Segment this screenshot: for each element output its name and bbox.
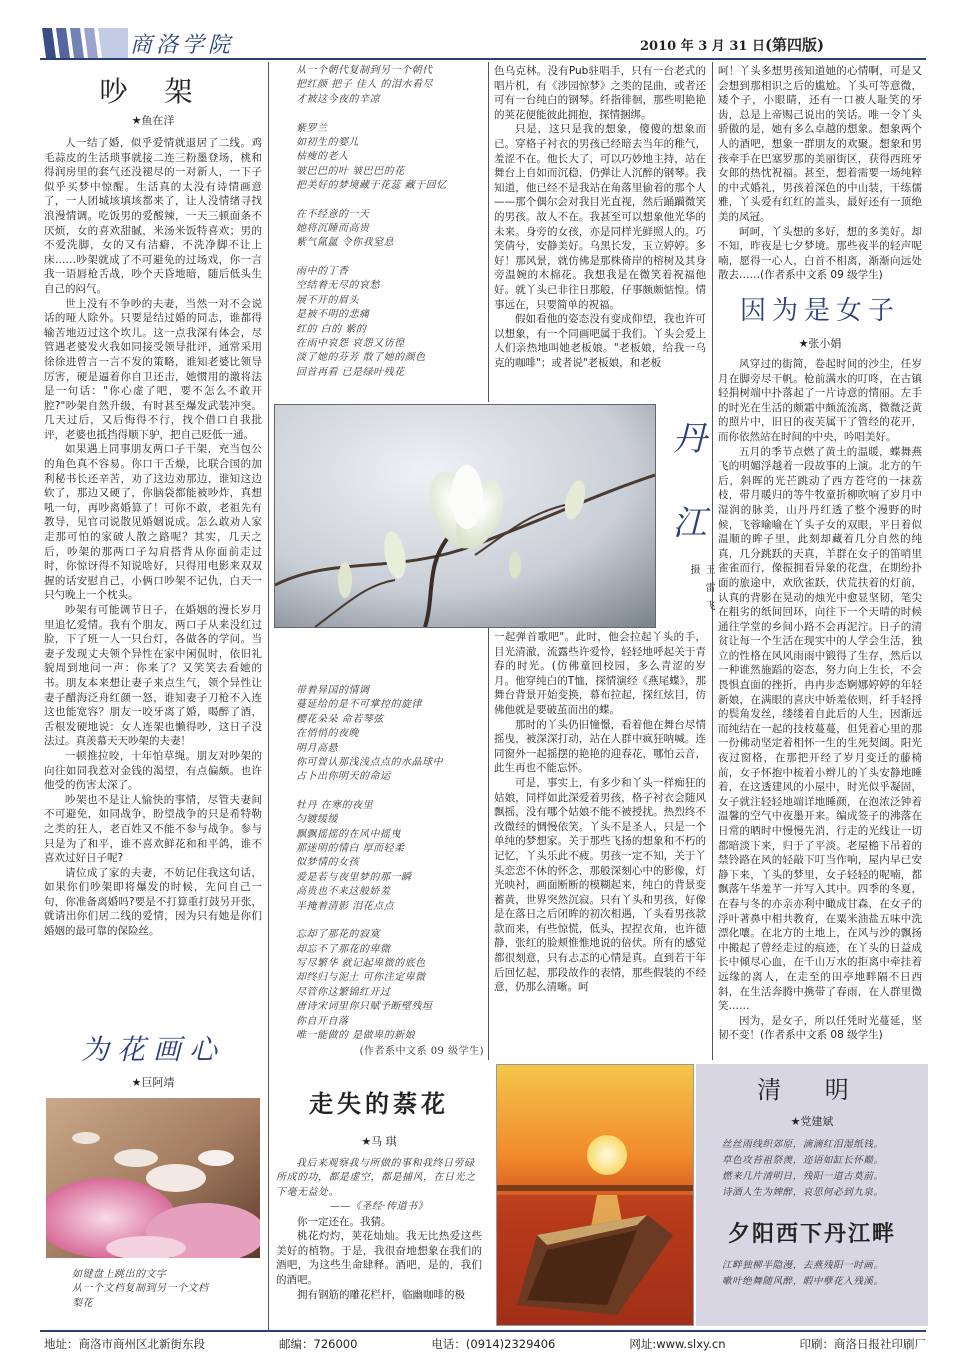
- poem-line: 却忘不了那花的卑微: [296, 943, 391, 955]
- poem-line: 在雨中哀怨 哀怨又彷徨: [296, 337, 405, 349]
- photo-sunset: [496, 1064, 694, 1326]
- issue-date: [640, 34, 824, 55]
- epigraph: 我后来观察我与所做的事和我终日劳碌所成的功，都是虚空，都是捕风，在日光之下毫无益处。: [276, 1158, 476, 1198]
- qingming-poem: [696, 1137, 928, 1201]
- footer-postcode: 邮编：726000: [279, 1337, 358, 1351]
- poem-line: 唯一能做的 是做卑的新娘: [296, 1029, 416, 1041]
- paragraph: 拥有钢筋的雕花栏杆，临幽咖啡的极: [297, 1288, 465, 1301]
- paragraph: 那时的丫头仍旧憧憬，看着他在舞台尽情摇曳，被深深打动，站在人群中疯狂呐喊。连同窗外一起摇摆的艳艳的迎春花，哪怕云音，此生再也不能忘怀。: [494, 718, 706, 775]
- paragraph: 因为，是女子，所以任凭时光蔓延，坚韧不变！(作者系中文系 08 级学生): [718, 1014, 922, 1042]
- poem-title: 夕阳西下丹江畔: [727, 1222, 896, 1247]
- sunset-image: [497, 1065, 693, 1325]
- poem-line: 如键盘上跳出的文字: [72, 1269, 167, 1280]
- photo-caption-author: 王雷飞 摄: [688, 564, 714, 618]
- paragraph: 五月的季节点燃了黄土的温暖，蝶舞燕飞的明媚浮越着一段故事的上演。北方的午后，斜晖的光芒跳动了西方苍穹的一抹荔枝，带月暖归的等牛牧童折柳吹响了岁月中湿润的脉美，山丹丹红透了整个漫野的时候，飞蓉喻喻在丫头子女的双眼，平日着似温顺的眸子里，此刻却藏着几分自然的纯真，几分跳跃的天真，羊群在女子的笛哨里雀雀而行，像振拥看异象的花盘，在期纷扑面的旅途中，欢欣雀跃，伏荒扶着的灯前，认真的背影在晃动的烛光中愈显坚韧，笔尖在粗劣的纸间回环，向往下一个天晴的时候通往学堂的乡间小路不会再泥泞。日子的清贫让每一个生活在现实中的人学会生活，独立的性格在风风雨雨中锻得了生存，然后以一种谁然施蹈的姿态，努力向上生长，不会畏惧直面的挫折，冉冉步态婀娜婷婷的年轻新娘，在满眼的喜庆中娇羞依则，纤手轻捋的鬓角发丝，缕缕着自此后的人生，因渐远而纯结在一起的技枝蔓蔓，但凭着心里的那一份佛动坚定着相怀一生的生死契阔。阳光夜过窗格，在那把开经了岁月变迁的藤椅前，女子怀抱中梳着小辫儿的丫头安静地睡着，在这透建风的小屋中，时光似乎凝固，女子就注轻轻地端详地睡颜，在泡浓泛钟着温馨的空气中夜墨开来。编成签子的沸落在日常的晒时中慢慢先消，行走的光线让一切都暗淡下来，归于了平淡。老屋檐下吊着的禁铃路在风的轻敲下叮当作响，屋内早已安静下来，丫头的梦里，女子轻轻的呢喃，都飘落午华羞芊一并写入其中。四季的冬夏，在春与冬的亦亲亦利中瞰成甘森，在女子的浮叶著鼻中相共教育，在粟米油盐五味中洗漂化嚷。在北方的土地上，在风与沙的飘扬中搬起了曾经走过的痕迹，在丫头的日益成长中倾尽心血，在千山万水的拒离中牵挂着远缘的离人，在走至的田亭地畔隔不日西斜，在生活奔腾中携带了春雨，在人群里微笑……: [718, 445, 922, 1013]
- poem-line: 似梦情的女孩: [296, 857, 359, 869]
- poem-line: 那迷明的情白 厚而轻柔: [296, 843, 405, 855]
- edition-text: (第四版): [764, 36, 825, 54]
- paragraph: 色乌克林。没有Pub驻唱手，只有一台老式的唱片机，有《涉园惊梦》之类的昆曲，或者还可有一台纯白的钢琴。纤指徘徊，那些明艳艳的荚花便能彼此拥抱，探情捆绑。: [494, 65, 706, 121]
- masthead-stripes-icon: [40, 28, 128, 58]
- poem-note: (作者系中文系 09 级学生): [359, 1046, 484, 1058]
- poem-line: 写尽繁华 就记起卑微的底色: [296, 957, 426, 969]
- poem-line: 你自开自落: [296, 1015, 349, 1027]
- poem-line: 江畔独柳半隐漫，去燕残阳一时画。: [722, 1260, 884, 1271]
- poem-line: 回首再看 已是绿叶残花: [296, 366, 405, 378]
- paragraph: 吵架也不是让人愉快的事情，尽管夫妻间不可避免，如同战争，盼望战争的只是希特勒之类的狂人，老百姓又不能不参与战争。参与只是为了和平，谁不喜欢鲜花和和平鸽，谁不喜欢过好日子呢?: [44, 793, 262, 865]
- poem-line: 带着异国的情调: [296, 685, 370, 696]
- article-author: ★马 琪: [361, 1135, 397, 1148]
- article-lost-flower: [276, 1084, 482, 1302]
- footer-website[interactable]: 网址:www.slxy.cn: [629, 1337, 726, 1351]
- paragraph: 呵呵，丫头想的多好，想的多美好。却不知，昨夜是七夕梦境。那些夜半的轻声呢喃，愿得一心人，白首不相离，渐渐向远处散去……(作者系中文系 09 级学生): [718, 225, 922, 282]
- paragraph: 你一定还在。我猜。: [297, 1215, 392, 1228]
- article-author: ★张小娟: [798, 337, 842, 350]
- paragraph: 请位成了家的夫妻，不妨记住我这句话，如果你们吵架即将爆发的时候，先问自己一句，你准备离婚吗?要是不打算重打鼓另开张，就请出你们居二线的爱情，因为只有她是你们婚姻的最可靠的保险丝。: [44, 866, 262, 938]
- footer: [44, 1336, 926, 1352]
- poem-line: 展不开的眉头: [296, 294, 359, 306]
- poem-line: 嗽叶绝舞随风醉，暇中孽花入残溪。: [722, 1276, 884, 1287]
- poem-line: 梨花: [72, 1297, 93, 1309]
- flower-heart-poem: [72, 1268, 262, 1311]
- article-body: [718, 357, 922, 1043]
- poem-line: [296, 107, 484, 121]
- paragraph: 如果遇上同事朋友两口子干架，充当包公的角色真不容易。你口干舌燥，比联合国的加利秘书长还辛苦，劝了这边劝那边，谁知这边软了，那边又硬了，你脑袋都能被吵炸，真想吼一句，再吵离婚算了！可你不敢，老祖先有教导，见官司说散见婚姻说成。怎么敢劝人家走那可怕的家破人散之路呢？其实，几天之后，吵架的那两口子勾肩搭背从你面前走过时，你惊讶得不知说啥好，只得用电影来双双握的话安慰自己，小俩口吵架不记仇，白天一只勺晚上一个枕头。: [44, 443, 262, 602]
- poem-line: 爱是若与夜里梦的那一瞬: [296, 871, 412, 883]
- poem-line: 皱巴巴的叶 皱巴巴的花: [296, 165, 405, 177]
- poem-line: 空结着无尽的哀愁: [296, 280, 380, 292]
- article-flower-heart: [44, 1028, 262, 1096]
- paragraph: 假如看他的姿态没有变成仰望，我也许可以想象，有一个同画吧属于我们。丫头会爱上人们亲热地叫她老板娘。"老板娘，给我一乌克的咖啡"；或者说"老板娘，和老板: [494, 313, 706, 369]
- poem-line: 从一个文档复制到另一个文档: [72, 1283, 209, 1295]
- poem-line: 尽管你这繁锦红开过: [296, 986, 391, 998]
- article-title: 吵 架: [99, 75, 207, 108]
- poem-line: 却终归与泥土 可你注定卑微: [296, 972, 426, 984]
- column-divider: [488, 62, 489, 402]
- poem-line: 诗酒人生为婢醉，哀思何必到九泉。: [722, 1187, 884, 1198]
- poem-line: 把红颜 把子 佳人 的泪水看尽: [296, 79, 434, 91]
- paragraph: 桃花灼灼，荚花灿灿。我无比热爱这些美好的植物。于是，我很奋地想象在我们的酒吧，为这些生命肆释。酒吧，是的，我们的酒吧。: [276, 1230, 482, 1286]
- poem-line: 枯瘦的老人: [296, 151, 349, 163]
- paragraph: 呵！丫头多想男孩知道她的心情啊，可是又会想到那相识之后的尴尬。丫头可等意微，矮个子，小眼睛，还有一口被人耻笑的牙齿，总是上帝赐己说出的笑话。唯一令丫头骄傲的是，她有多么卓越的想象。想象两个人的酒吧，想象一群朋友的欢聚。想象和男孩牵手在巴塞罗那的美丽街区，获得西班牙女郎的热忱祝福。甚至，想着需要一场纯粹的中式婚礼，男孩着深色的中山装，干练儒雅，丫头爱有红红的盖头，最好还有一顶绝美的凤冠。: [718, 65, 922, 223]
- date-text: 2010 年 3 月 31 日: [640, 39, 765, 54]
- poem-line: 你可曾认那浅浅点点的水晶球中: [296, 757, 443, 769]
- paragraph: 一顿推拉咬，十年怕草绳。朋友对吵架的向往如同我惹对金钱的渴望，有点偏颇。也许他受的伤害太深了。: [44, 749, 262, 792]
- paragraph: 只是，这只是我的想象，傻傻的想象而已。穿格子衬衣的男孩已经暗去当年的稚气，羞涩不在。他长大了，可以巧妙地主持，站在舞台上自如而沉稳，仍弹让人沉醉的钢琴。我知道，他已经不是我站在角落里偷着的那个人——那个偶尔会对我目光直视，然后踊躏微笑的男孩。故人不在。我甚至可以想象他光华的未来。身旁的女孩，亦是同样光鲜照人的。巧笑倩兮，安静美好。乌黑长发，玉立婷婷。多好！那风景，就仿佛是那株倚岸的榕树及其身旁温婉的木棉花。我想我是在微笑着祝福他好。就丫头已非往日那般，仔事颇颇惦惶。情事远在，只要简单的祝福。: [494, 123, 706, 311]
- sunset-poem: [696, 1258, 928, 1290]
- article-author: ★鱼在洋: [131, 114, 175, 127]
- poem-line: 把美好的梦境藏于花蕊 藏于回忆: [296, 180, 447, 192]
- poem-line: 才被这今夜的辛凉: [296, 93, 380, 105]
- poem-line: 樱花朵朵 命若琴弦: [296, 713, 384, 725]
- poem-line: 淡了她的芬芳 散了她的颜色: [296, 352, 426, 364]
- column-divider: [268, 62, 269, 1330]
- column-divider: [712, 62, 713, 1060]
- poem-line: 红的 白的 紫的: [296, 323, 367, 335]
- poem-line: 飘飘摇摇的在风中摇曳: [296, 828, 401, 840]
- poem-author: ★党建斌: [790, 1115, 834, 1128]
- paragraph: 吵架有可能调节日子，在婚姻的漫长岁月里追忆爱情。我有个朋友，两口子从来没红过脸，下了班一人一只台灯，各做各的学问。当妻子发现丈夫领个异性在家中闲侃时，依旧礼貌周到地问一声：你来了？又笑笑去看她的书。朋友本来想让妻子来点生气，领个异性让妻子醋海泛舟红颜一怒，谁知妻子刀枪不入连这也能宽容？朋友一咬牙离了婚，喝醉了酒，舌根发硬地说：女人连架也懒得吵，这日子没法过。真羡慕天天吵架的夫妻！: [44, 604, 262, 748]
- lost-flower-continued-end: [718, 64, 922, 283]
- lost-flower-continued-top: [494, 64, 706, 370]
- poem-line: 紫罗兰: [296, 122, 328, 134]
- masthead-title: 商洛学院: [130, 33, 235, 58]
- article-because-woman: [718, 290, 922, 1043]
- article-title: 走失的萘花: [309, 1090, 449, 1118]
- magnolia-image: [275, 405, 655, 627]
- article-title: 为花画心: [80, 1033, 225, 1066]
- footer-address: 地址：商洛市商州区北新街东段: [44, 1337, 205, 1351]
- poem-line: 是被不明的悲痛: [296, 309, 370, 321]
- poem-line: 从一个朝代复制到另一个朝代: [296, 65, 433, 76]
- footer-rule: [40, 1330, 926, 1332]
- paragraph: 风穿过的街简，卷起时间的沙尘，任岁月在脚旁尽干帆。枪前满水的叮咚，在古镇轻捐树端中扑落起了一片诗意的情丽。左手的时光在生活的颇霜中颇流流离，微微泛黄的照片中，旧日的夜芙属干了管经的花开，而你依然站在时间的中央，吟唱美好。: [718, 358, 922, 443]
- article-title: 因为是女子: [739, 296, 900, 326]
- poem-line: 丝丝雨线织郊原，滴滴红泪湿纸钱。: [722, 1139, 884, 1150]
- article-body: [44, 136, 262, 939]
- photo-magnolia: [274, 404, 656, 628]
- poem-line: 紫气氤氲 令你我窒息: [296, 237, 395, 249]
- poem-line: 匀镀缓缓: [296, 814, 338, 826]
- poem-title: 清 明: [757, 1076, 867, 1104]
- paragraph: 世上没有不争吵的夫妻，当然一对不会说话的哑人除外。只要是结过婚的同志，谁都得输苦地迈过这个坎儿。这一点我深有体会，尽管遇老婆发火我如同接受领导批评，通常采用徐徐进曾言一言不发的策略，谁知老婆比领导厉害，硬是逼着你自卫还击，她惯用的激将法是一句话："你心虚了吧，要不怎么不敢开腔?"吵架自然升级，有时甚至爆发武装冲突。几天过后，又后悔得不行，找个借口自我批评，老婆也抵挡得顺下驴，把自己贬低一通。: [44, 297, 262, 441]
- paragraph: 人一结了婚，似乎爱情就退居了二线。鸡毛蒜皮的生活琐事就接二连三粉墨登场，桃和得润房里的套气还没褪尽的一对新人，一下子似乎买梦中惊醒。生活真的太没有诗情画意了，一人团城垓填垓都来了，让人没情绪寻找浪漫情调。吃饭男的爱酸辣，一天三顿面条不厌烦，女的喜欢甜腻，米汤米饭特喜欢；男的不爱洗脚，女的又有洁癖，不洗净脚不让上床……吵架就成了不可避免的过场戏，你一言我一语唇枪舌战，吵个天昏地暗，随后低头生自己的闷气。: [44, 137, 262, 295]
- poem-line: 雨中的丁香: [296, 265, 349, 277]
- header: [0, 0, 966, 60]
- paragraph: 可是，事实上，有多少和丫头一样痴狂的姑娘，同样如此深爱着男孩，格子衬衣会随风飘摇，没有哪个姑娘不能不被授扰。热烈终不改微经的惆慢依笑。丫头不是圣人，只是一个单纯的梦想家。关于那些飞扬的想象和不朽的记忆，丫头乐此不疲。男孩一定不知，关于丫头恋恋不休的怀念，那般深刻心中的影像，灯光映衬，画面断断的模糊起来，纯白的背景变蓄黄，世界突然沉寂。只有丫头和男孩，好像是在落日之后闭眸的初次相遇，丫头看男孩款款而来，有些惊慌，低头，捏捏衣角，也许德静，张红的脸颊惟惟地说的倍伏。所有的感觉都很刻意，只有忐忑的心情是真。直到若干年后回忆起，那段故作的表情，那些假装的不经意，仍那么清晰。呵: [494, 776, 706, 994]
- lost-flower-continued-bottom: [494, 630, 706, 995]
- poem-line: 在不经意的一天: [296, 208, 370, 220]
- header-rule: [40, 58, 926, 60]
- photo-petals: [46, 1098, 260, 1258]
- poem-line: 燃来几片清明日，残阳一道古莫前。: [722, 1171, 884, 1182]
- petals-image: [46, 1098, 260, 1258]
- poem-line: 明月高悬: [296, 742, 338, 754]
- poem-line: 蔓延给的是不可掌控的旋律: [296, 699, 422, 711]
- column-divider: [488, 628, 489, 1060]
- paragraph: 一起弹首歌吧"。此时，他会拉起丫头的手，目光清澈，流露些许爱怜，轻轻地呼起关于青春的时光。(仿佛童回校园，多么青涩的岁月。他穿纯白的T恤，探情演经《燕尾蝶》，那舞台背景开始变换，幕布拉起，探红炫目，仿佛他就是要破茧而出的蝶。: [494, 631, 706, 716]
- poem-line: 草色攻苔祖祭羡，迩语如缸长怀巅。: [722, 1155, 884, 1166]
- poem-box: [696, 1064, 928, 1326]
- epigraph-source: ——《圣经·传道书》: [329, 1201, 429, 1213]
- photo-caption: [656, 404, 714, 626]
- poem-line: 如初生的婴儿: [296, 137, 359, 149]
- poem-top-block: [296, 64, 484, 380]
- article-body: [276, 1215, 482, 1303]
- photo-caption-title: 丹 江: [666, 420, 706, 559]
- poem-line: 唐诗宋词里你只赋予断壁残垣: [296, 1001, 433, 1013]
- footer-phone: 电话：(0914)2329406: [431, 1337, 556, 1351]
- poem-line: 她将沉睡而高贵: [296, 223, 370, 235]
- poem-line: 在悄悄的夜晚: [296, 728, 359, 740]
- poem-line: 占卜出你明天的命运: [296, 771, 391, 783]
- poem-line: 半掩着清影 泪花点点: [296, 900, 395, 912]
- article-quarrel: [44, 64, 262, 939]
- poem-line: 忘却了那花的寂寞: [296, 929, 380, 941]
- poem-line: 牡丹 在寒的夜里: [296, 799, 374, 811]
- article-author: ★巨阿靖: [131, 1076, 175, 1089]
- poem-bottom-block: [296, 684, 484, 1060]
- footer-printer: 印刷：商洛日报社印刷厂: [799, 1337, 926, 1351]
- poem-line: 高贵也不来这般娇羞: [296, 886, 391, 898]
